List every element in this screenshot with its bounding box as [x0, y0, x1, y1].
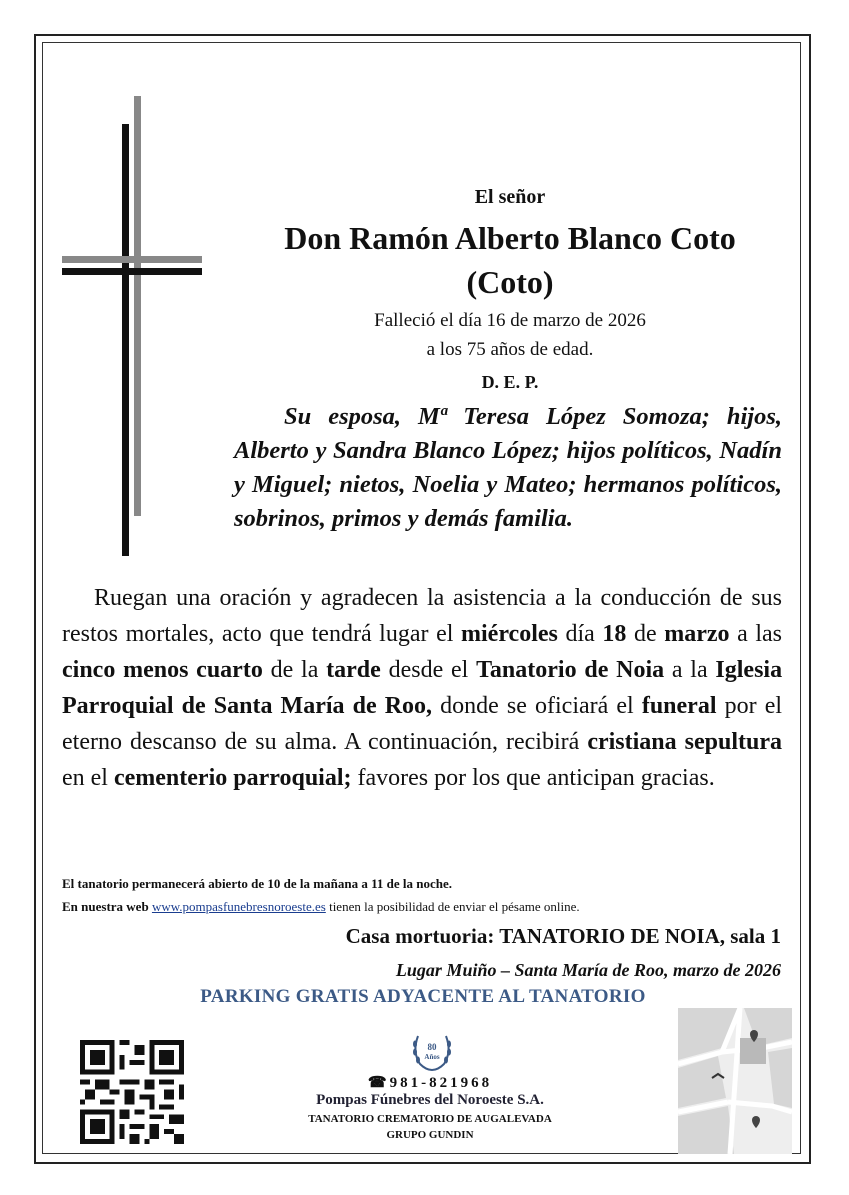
- location-map[interactable]: [678, 1008, 792, 1154]
- dep: D. E. P.: [481, 372, 539, 392]
- badge-number: 80: [427, 1042, 437, 1052]
- deceased-nickname: (Coto): [466, 264, 554, 300]
- casa-mortuoria: Casa mortuoria: TANATORIO DE NOIA, sala 1: [345, 924, 781, 948]
- title-prefix: El señor: [474, 186, 546, 208]
- deceased-name: Don Ramón Alberto Blanco Coto: [284, 220, 736, 256]
- phone-number[interactable]: ☎981-821968: [367, 1075, 493, 1091]
- anniversary-badge-icon: [410, 1030, 454, 1072]
- web-link[interactable]: www.pompasfunebresnoroeste.es: [151, 899, 326, 914]
- cross-icon: [62, 96, 204, 558]
- crematorio-name: TANATORIO CREMATORIO DE AUGALEVADA: [308, 1113, 552, 1125]
- ceremony-text: Ruegan una oración y agradecen la asistencia a la conducción de sus restos mortales, acto que tendrá lugar el miércoles día 18 de marzo a las cinco menos cuarto de la tarde desde el Tanatorio de Noia a la Iglesia Parroquial de Santa María de Roo, donde se oficiará el funeral por el eterno descanso de su alma. A continuación, recibirá cristiana sepultura en el cementerio parroquial; favores por los que anticipan gracias.: [62, 585, 783, 791]
- parking-note: PARKING GRATIS ADYACENTE AL TANATORIO: [200, 986, 646, 1007]
- group-name: GRUPO GUNDIN: [386, 1129, 474, 1141]
- age: a los 75 años de edad.: [426, 339, 594, 360]
- family-list: Su esposa, Mª Teresa López Somoza; hijos, Alberto y Sandra Blanco López; hijos políticos, Nadín y Miguel; nietos, Noelia y Mateo; hermanos políticos, sobrinos, primos y demás familia.: [234, 403, 782, 532]
- web-note: En nuestra web www.pompasfunebresnoroeste.es tienen la posibilidad de enviar el pésame online.: [62, 899, 580, 914]
- company-name: Pompas Fúnebres del Noroeste S.A.: [316, 1092, 544, 1108]
- place-date: Lugar Muiño – Santa María de Roo, marzo de 2026: [395, 960, 781, 980]
- badge-text: Años: [424, 1053, 440, 1061]
- phone-icon: ☎: [367, 1075, 390, 1091]
- qr-code[interactable]: [80, 1040, 184, 1144]
- opening-hours: El tanatorio permanecerá abierto de 10 de la mañana a 11 de la noche.: [62, 876, 452, 891]
- death-date: Falleció el día 16 de marzo de 2026: [374, 310, 646, 331]
